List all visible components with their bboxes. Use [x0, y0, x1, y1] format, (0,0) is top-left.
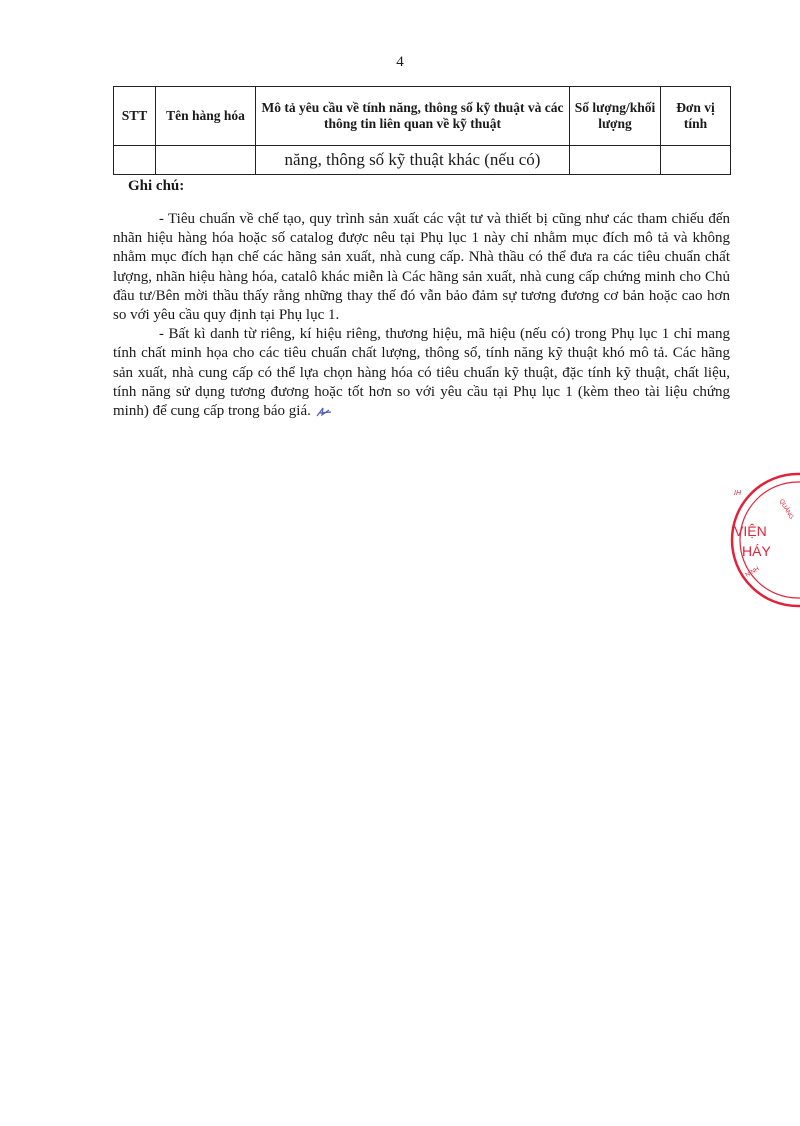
- header-description: Mô tả yêu cầu về tính năng, thông số kỹ thuật và các thông tin liên quan về kỹ thuật: [256, 87, 570, 146]
- header-unit: Đơn vị tính: [661, 87, 731, 146]
- header-quantity: Số lượng/khối lượng: [570, 87, 661, 146]
- page-number: 4: [396, 54, 404, 70]
- spec-table: [113, 86, 731, 175]
- note-paragraph: [113, 210, 730, 325]
- stamp-line-2: HÁY: [742, 543, 771, 559]
- stamp-top-fragment: IH: [734, 490, 741, 497]
- handwritten-initial-icon: [315, 405, 333, 419]
- notes-body: [113, 210, 730, 421]
- seal-icon: [728, 470, 800, 610]
- cell-description: năng, thông số kỹ thuật khác (nếu có): [256, 146, 570, 175]
- stamp-right-fragment: QUẢNG: [777, 498, 794, 521]
- cell-unit: [661, 146, 731, 175]
- stamp-bottom-fragment: NINH: [744, 566, 761, 579]
- note-text-1: - Tiêu chuẩn về chế tạo, quy trình sản xuất các vật tư và thiết bị cũng như các tham chiếu đến nhãn hiệu hàng hóa hoặc số catalog được nêu tại Phụ lục 1 này chỉ nhằm mục đích mô tả và không nhằm mục đích hạn chế các hãng sản xuất, nhà cung cấp. Nhà thầu có thể đưa ra các tiêu chuẩn chất lượng, nhãn hiệu hàng hóa, catalô khác miễn là Các hãng sản xuất, nhà cung cấp chứng minh cho Chủ đầu tư/Bên mời thầu thấy rằng những thay thế đó vẫn bảo đảm sự tương đương cơ bản hoặc cao hơn so với yêu cầu quy định tại Phụ lục 1.: [113, 211, 730, 324]
- red-seal-stamp: [728, 470, 800, 610]
- header-item-name: Tên hàng hóa: [156, 87, 256, 146]
- note-paragraph: [113, 325, 730, 421]
- table-header-row: [114, 87, 731, 146]
- stamp-line-1: VIỆN: [734, 523, 767, 539]
- cell-item-name: [156, 146, 256, 175]
- cell-stt: [114, 146, 156, 175]
- notes-title: Ghi chú:: [128, 178, 185, 194]
- note-text-2: - Bất kì danh từ riêng, kí hiệu riêng, thương hiệu, mã hiệu (nếu có) trong Phụ lục 1 chỉ mang tính chất minh họa cho các tiêu chuẩn chất lượng, thông số, tính năng kỹ thuật khó mô tả. Các hãng sản xuất, nhà cung cấp có thể lựa chọn hàng hóa có tiêu chuẩn kỹ thuật, đặc tính kỹ thuật, chất liệu, tính năng sử dụng tương đương hoặc tốt hơn so với yêu cầu tại Phụ lục 1 (kèm theo tài liệu chứng minh) để cung cấp trong báo giá.: [113, 326, 730, 420]
- header-stt: STT: [114, 87, 156, 146]
- cell-quantity: [570, 146, 661, 175]
- table-row: [114, 146, 731, 175]
